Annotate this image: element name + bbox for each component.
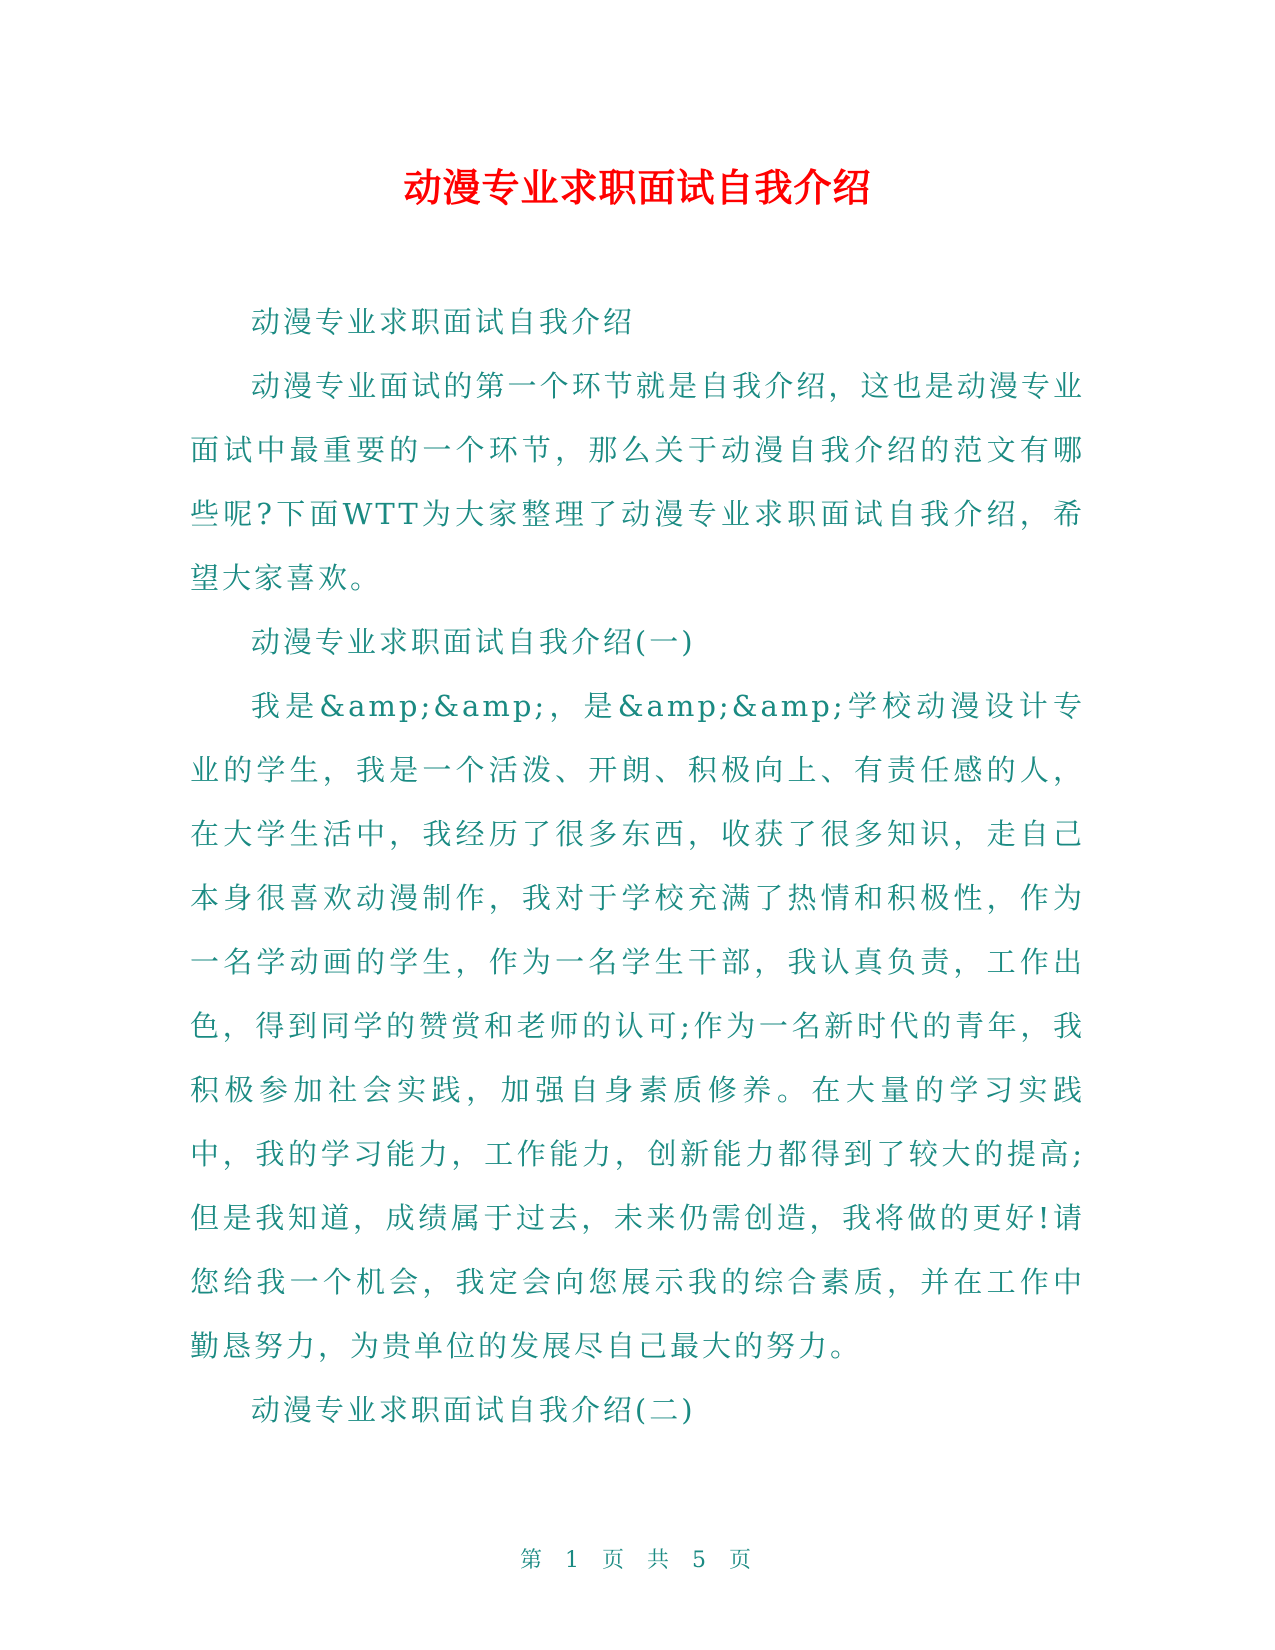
footer-page-total: 5 (692, 1548, 711, 1573)
footer-label-di: 第 (519, 1548, 546, 1573)
footer-label-gong: 共 (647, 1548, 674, 1573)
footer-page-current: 1 (564, 1548, 583, 1573)
paragraph-section-heading-1: 动漫专业求职面试自我介绍(一) (250, 625, 696, 659)
footer-label-ye: 页 (601, 1548, 628, 1573)
footer-label-ye-2: 页 (729, 1548, 756, 1573)
paragraph-section-body-1: 我是&amp;&amp;，是&amp;&amp;学校动漫设计专业的学生，我是一个活泼、开朗、积极向上、有责任感的人，在大学生活中，我经历了很多东西，收获了很多知识，走自己本身很喜欢动漫制作，我对于学校充满了热情和积极性，作为一名学动画的学生，作为一名学生干部，我认真负责，工作出色，得到同学的赞赏和老师的认可;作为一名新时代的青年，我积极参加社会实践，加强自身素质修养。在大量的学习实践中，我的学习能力，工作能力，创新能力都得到了较大的提高;但是我知道，成绩属于过去，未来仍需创造，我将做的更好!请您给我一个机会，我定会向您展示我的综合素质，并在工作中勤恳努力，为贵单位的发展尽自己最大的努力。 (190, 689, 1085, 1363)
page-footer (0, 1546, 1275, 1576)
paragraph-subtitle: 动漫专业求职面试自我介绍 (250, 305, 635, 339)
document-body (190, 290, 1085, 1442)
paragraph-intro: 动漫专业面试的第一个环节就是自我介绍，这也是动漫专业面试中最重要的一个环节，那么关于动漫自我介绍的范文有哪些呢?下面WTT为大家整理了动漫专业求职面试自我介绍，希望大家喜欢。 (190, 369, 1085, 595)
document-title: 动漫专业求职面试自我介绍 (403, 166, 872, 210)
paragraph-section-heading-2: 动漫专业求职面试自我介绍(二) (250, 1393, 696, 1427)
